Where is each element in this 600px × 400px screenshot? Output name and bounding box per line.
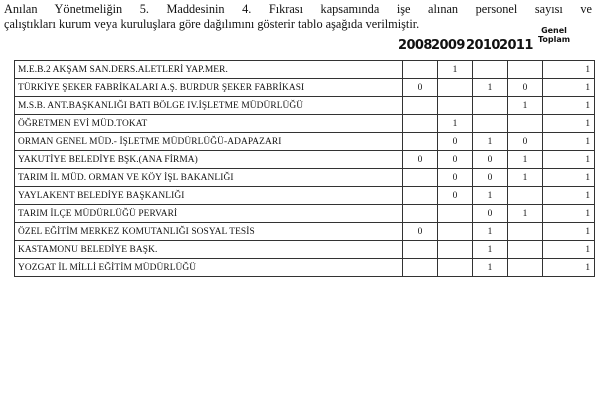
institution-name: TÜRKİYE ŞEKER FABRİKALARI A.Ş. BURDUR ŞEKER FABRİKASI bbox=[15, 79, 403, 97]
table-body bbox=[15, 61, 595, 277]
value-total: 1 bbox=[543, 61, 595, 79]
institution-name: YAYLAKENT BELEDİYE BAŞKANLIĞI bbox=[15, 187, 403, 205]
value-2008 bbox=[403, 259, 438, 277]
value-2010: 0 bbox=[473, 205, 508, 223]
value-2010: 1 bbox=[473, 79, 508, 97]
table-row bbox=[15, 61, 595, 79]
value-2008 bbox=[403, 205, 438, 223]
table-row bbox=[15, 151, 595, 169]
value-2008: 0 bbox=[403, 151, 438, 169]
table-row bbox=[15, 97, 595, 115]
total-header-line-2: Toplam bbox=[537, 35, 571, 44]
total-header bbox=[534, 26, 574, 44]
intro-line-2: çalıştıkları kurum veya kuruluşlara göre dağılımını gösterir tablo aşağıda verilmiştir. bbox=[4, 17, 420, 31]
value-2011: 1 bbox=[508, 97, 543, 115]
table-row bbox=[15, 79, 595, 97]
value-2008 bbox=[403, 97, 438, 115]
value-total: 1 bbox=[543, 205, 595, 223]
value-total: 1 bbox=[543, 133, 595, 151]
table-row bbox=[15, 241, 595, 259]
value-total: 1 bbox=[543, 241, 595, 259]
value-2009 bbox=[438, 241, 473, 259]
value-2009: 0 bbox=[438, 133, 473, 151]
year-header-2009: 2009 bbox=[431, 38, 465, 53]
intro-paragraph bbox=[4, 2, 592, 32]
value-2011 bbox=[508, 61, 543, 79]
value-2011 bbox=[508, 187, 543, 205]
value-total: 1 bbox=[543, 259, 595, 277]
institution-name: ÖĞRETMEN EVİ MÜD.TOKAT bbox=[15, 115, 403, 133]
institution-name: ORMAN GENEL MÜD.- İŞLETME MÜDÜRLÜĞÜ-ADAPAZARI bbox=[15, 133, 403, 151]
value-2009: 0 bbox=[438, 169, 473, 187]
institution-name: YAKUTİYE BELEDİYE BŞK.(ANA FİRMA) bbox=[15, 151, 403, 169]
table-row bbox=[15, 187, 595, 205]
value-2009 bbox=[438, 223, 473, 241]
value-2010: 1 bbox=[473, 133, 508, 151]
table-row bbox=[15, 133, 595, 151]
year-header-2011: 2011 bbox=[499, 38, 533, 53]
table-row bbox=[15, 169, 595, 187]
value-total: 1 bbox=[543, 151, 595, 169]
value-2008 bbox=[403, 61, 438, 79]
value-2009 bbox=[438, 97, 473, 115]
value-2011 bbox=[508, 115, 543, 133]
value-total: 1 bbox=[543, 169, 595, 187]
value-total: 1 bbox=[543, 97, 595, 115]
value-2011 bbox=[508, 223, 543, 241]
personnel-table bbox=[14, 60, 595, 277]
institution-name: TARIM İL MÜD. ORMAN VE KÖY İŞL BAKANLIĞI bbox=[15, 169, 403, 187]
value-2010: 0 bbox=[473, 169, 508, 187]
value-2010 bbox=[473, 97, 508, 115]
value-2010: 1 bbox=[473, 187, 508, 205]
value-total: 1 bbox=[543, 187, 595, 205]
intro-line-1: Anılan Yönetmeliğin 5. Maddesinin 4. Fıkrası kapsamında işe alınan personel sayısı ve bbox=[4, 2, 592, 16]
value-2009 bbox=[438, 79, 473, 97]
value-2011: 1 bbox=[508, 151, 543, 169]
total-header-line-1: Genel bbox=[541, 26, 567, 35]
year-header-2010: 2010 bbox=[466, 38, 500, 53]
institution-name: M.S.B. ANT.BAŞKANLIĞI BATI BÖLGE IV.İŞLETME MÜDÜRLÜĞÜ bbox=[15, 97, 403, 115]
value-2010 bbox=[473, 61, 508, 79]
value-2011: 0 bbox=[508, 133, 543, 151]
value-2009: 0 bbox=[438, 187, 473, 205]
value-2011: 1 bbox=[508, 205, 543, 223]
value-2010: 1 bbox=[473, 241, 508, 259]
value-2010: 1 bbox=[473, 259, 508, 277]
value-total: 1 bbox=[543, 115, 595, 133]
value-total: 1 bbox=[543, 223, 595, 241]
value-2008 bbox=[403, 169, 438, 187]
year-header-2008: 2008 bbox=[398, 38, 432, 53]
value-2011: 0 bbox=[508, 79, 543, 97]
value-2010: 0 bbox=[473, 151, 508, 169]
table-row bbox=[15, 205, 595, 223]
institution-name: TARIM İLÇE MÜDÜRLÜĞÜ PERVARİ bbox=[15, 205, 403, 223]
value-2011 bbox=[508, 241, 543, 259]
institution-name: ÖZEL EĞİTİM MERKEZ KOMUTANLIĞI SOSYAL TESİS bbox=[15, 223, 403, 241]
value-2009 bbox=[438, 205, 473, 223]
value-2009 bbox=[438, 259, 473, 277]
value-2008: 0 bbox=[403, 79, 438, 97]
value-2011 bbox=[508, 259, 543, 277]
value-2009: 0 bbox=[438, 151, 473, 169]
value-2010 bbox=[473, 115, 508, 133]
value-total: 1 bbox=[543, 79, 595, 97]
table-row bbox=[15, 115, 595, 133]
value-2008: 0 bbox=[403, 223, 438, 241]
value-2009: 1 bbox=[438, 115, 473, 133]
value-2011: 1 bbox=[508, 169, 543, 187]
institution-name: YOZGAT İL MİLLİ EĞİTİM MÜDÜRLÜĞÜ bbox=[15, 259, 403, 277]
value-2008 bbox=[403, 115, 438, 133]
table-row bbox=[15, 259, 595, 277]
table-row bbox=[15, 223, 595, 241]
value-2009: 1 bbox=[438, 61, 473, 79]
institution-name: M.E.B.2 AKŞAM SAN.DERS.ALETLERİ YAP.MER. bbox=[15, 61, 403, 79]
value-2008 bbox=[403, 133, 438, 151]
value-2008 bbox=[403, 187, 438, 205]
value-2008 bbox=[403, 241, 438, 259]
value-2010: 1 bbox=[473, 223, 508, 241]
institution-name: KASTAMONU BELEDİYE BAŞK. bbox=[15, 241, 403, 259]
